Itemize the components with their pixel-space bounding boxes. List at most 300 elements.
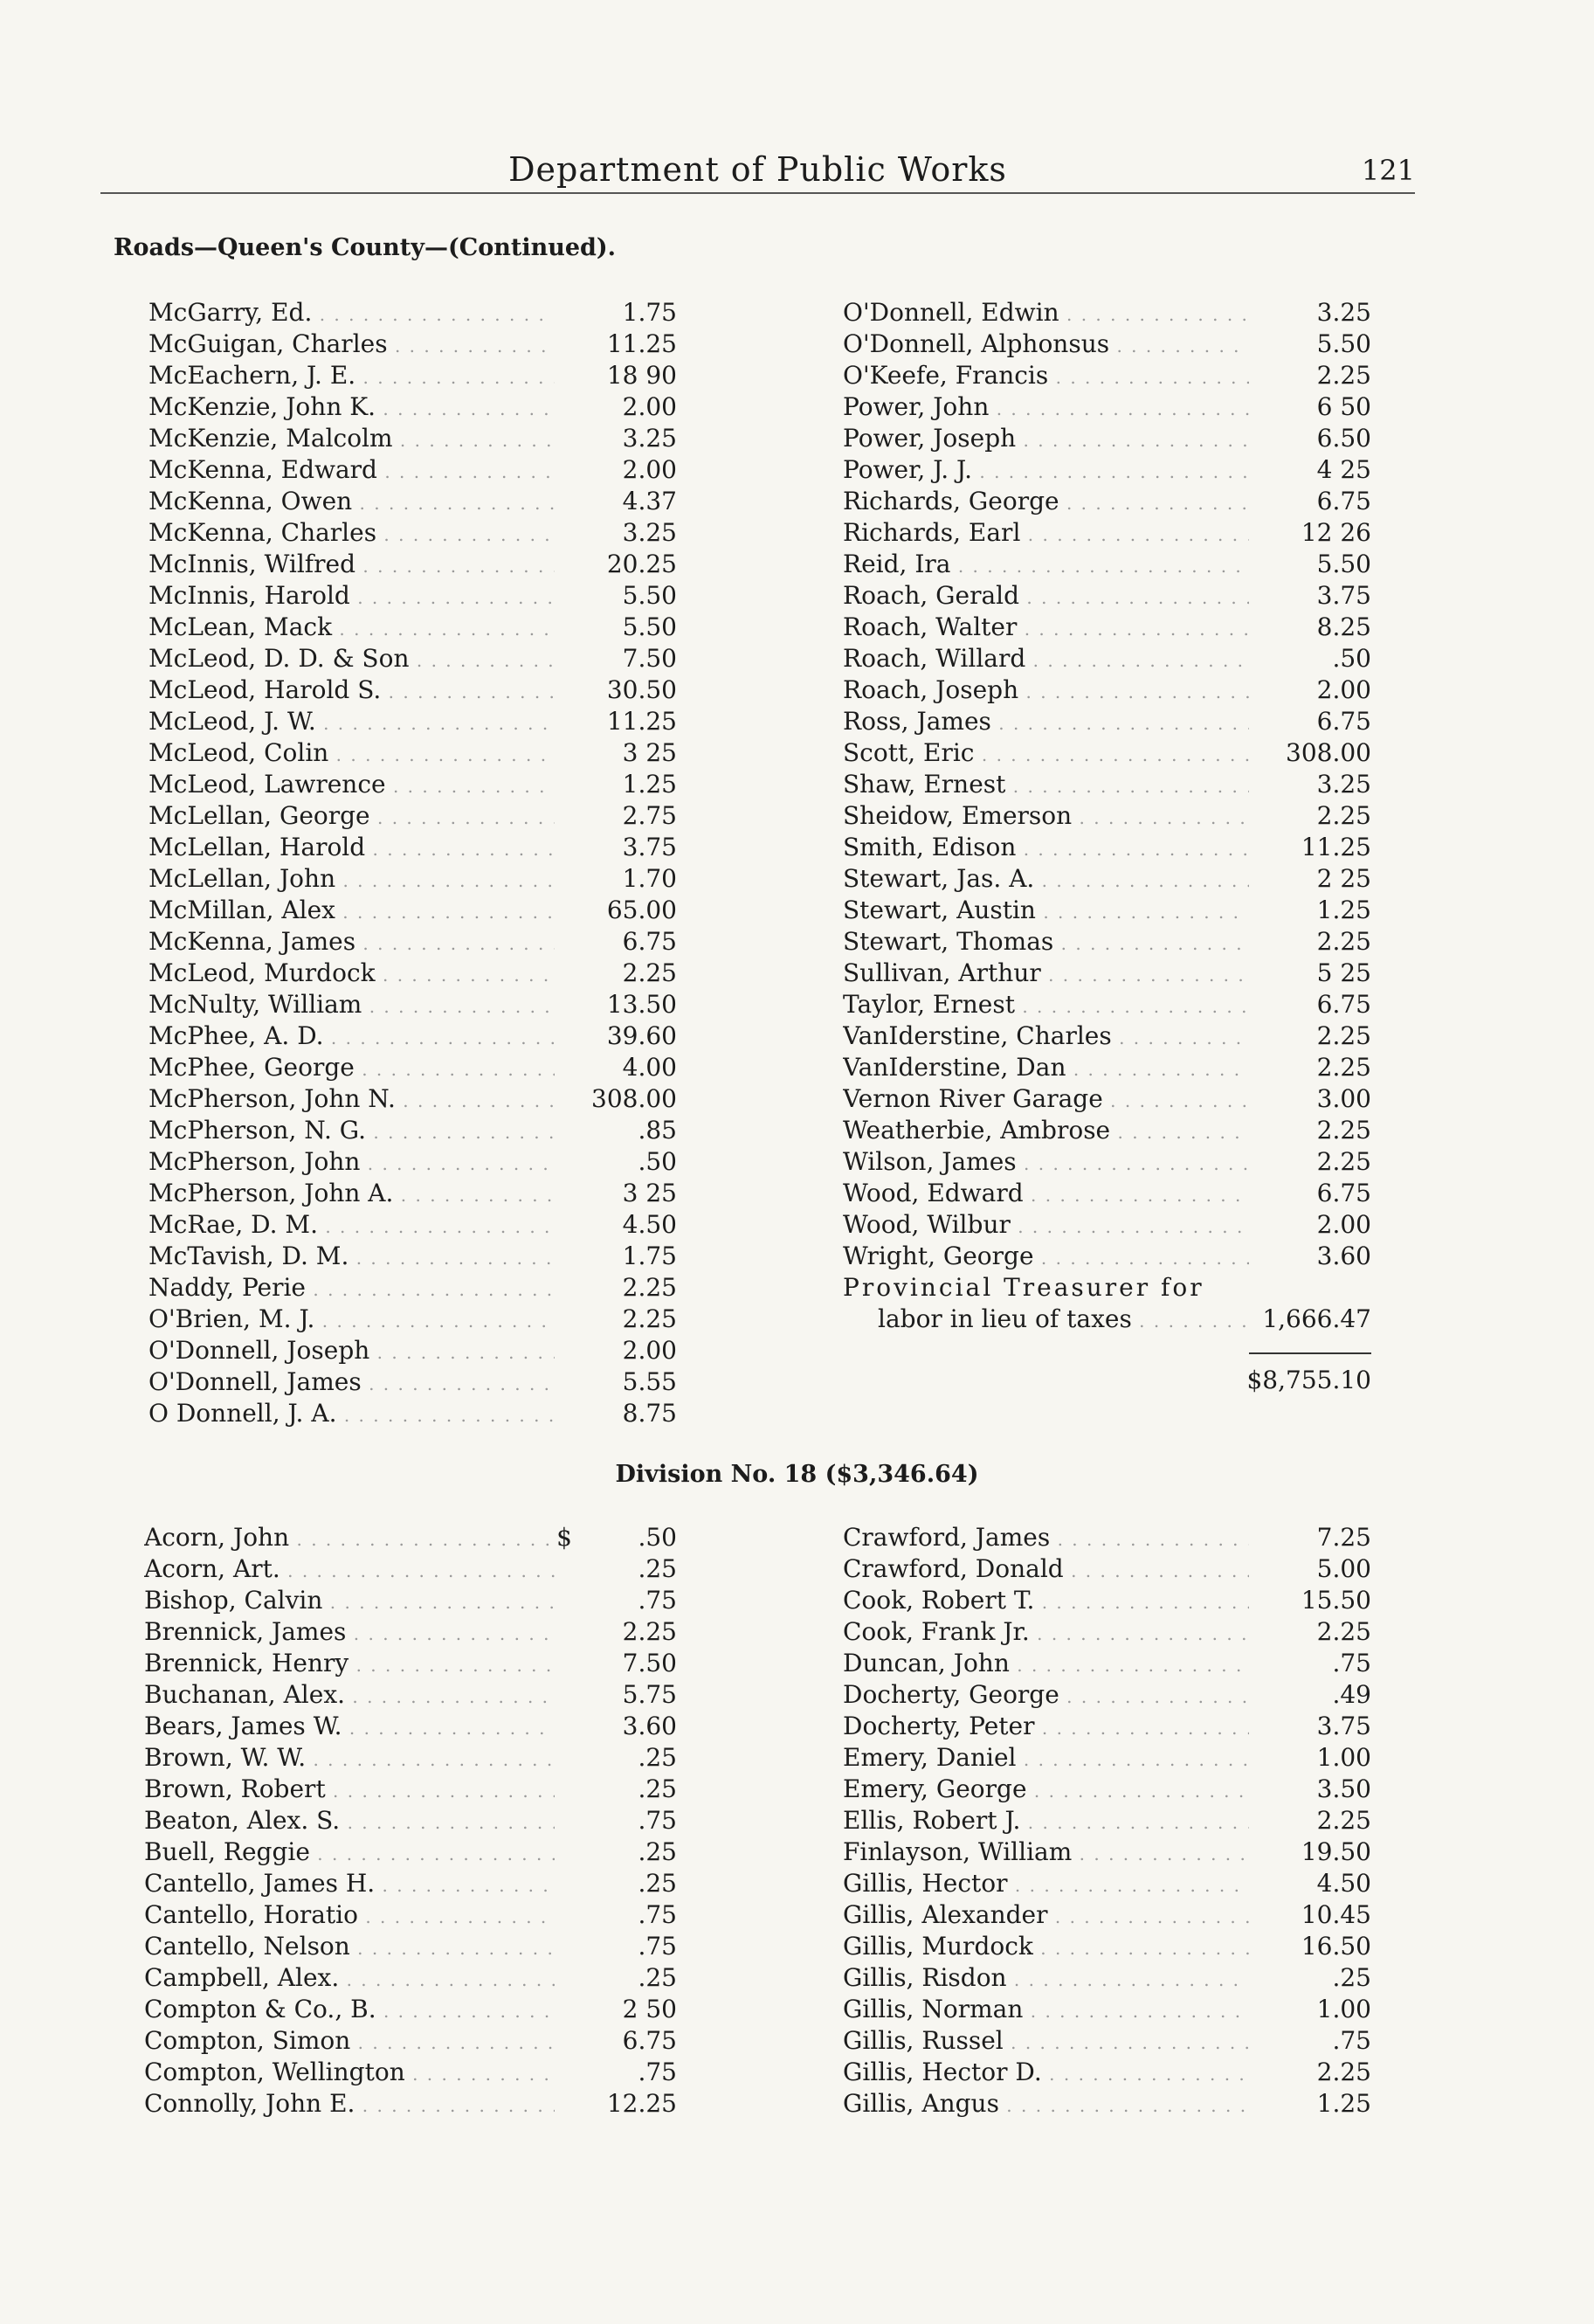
entry-amount: 6.75 — [1316, 990, 1371, 1019]
entry-amount: 5 25 — [1316, 958, 1371, 987]
entry-amount: 3.25 — [622, 424, 677, 453]
entry-name: Cantello, Horatio . . . — [144, 1899, 555, 1933]
entry-name: McLean, Mack . . . — [148, 612, 555, 645]
list-item — [148, 1272, 677, 1304]
page-number: 121 — [1361, 154, 1415, 187]
entry-amount: 2.25 — [1316, 1116, 1371, 1145]
list-item — [148, 737, 677, 769]
entry-amount: 2.25 — [1316, 1021, 1371, 1050]
list-item — [144, 1711, 677, 1742]
entry-amount: 5.50 — [1316, 550, 1371, 578]
list-item — [843, 1836, 1371, 1868]
entry-name: McKenzie, John K. . . . — [148, 391, 555, 425]
entry-amount: 6.50 — [1316, 424, 1371, 453]
list-item — [148, 1083, 677, 1115]
treasurer-entry — [843, 1272, 1371, 1335]
entry-amount: 7.50 — [622, 644, 677, 673]
entry-amount: 308.00 — [1286, 738, 1371, 767]
entry-name: Roach, Joseph . . . — [843, 674, 1249, 708]
list-item — [148, 391, 677, 423]
entry-amount: .25 — [638, 1869, 677, 1898]
entry-name: Cantello, Nelson . . . — [144, 1931, 555, 1964]
entry-name: Docherty, George . . . — [843, 1679, 1249, 1712]
entry-amount: 2 25 — [1316, 864, 1371, 893]
list-item — [148, 989, 677, 1020]
entry-amount: 6.75 — [1316, 707, 1371, 736]
entry-name: Brennick, Henry . . . — [144, 1648, 555, 1681]
entry-name: McPhee, A. D. . . . — [148, 1020, 555, 1054]
entry-name: Compton, Wellington . . . — [144, 2057, 555, 2090]
entry-name: McEachern, J. E. . . . — [148, 360, 555, 393]
entry-amount: 19.50 — [1301, 1837, 1371, 1866]
list-item — [144, 1616, 677, 1648]
entry-amount: 3.50 — [1316, 1774, 1371, 1803]
entry-amount: 5.50 — [622, 612, 677, 641]
entry-amount: .75 — [638, 1900, 677, 1929]
entry-amount: 7.50 — [622, 1649, 677, 1677]
list-item — [144, 1553, 677, 1585]
entry-name: McLeod, Harold S. . . . — [148, 674, 555, 708]
entry-name: McPhee, George . . . — [148, 1052, 555, 1085]
entry-name: McInnis, Harold . . . — [148, 580, 555, 613]
list-item — [843, 612, 1371, 643]
entry-name: McLellan, George . . . — [148, 800, 555, 833]
entry-name: McKenzie, Malcolm . . . — [148, 423, 555, 456]
entry-amount: 10.45 — [1301, 1900, 1371, 1929]
list-item — [148, 643, 677, 674]
entry-amount: 6.75 — [622, 2026, 677, 2055]
entry-name: Gillis, Risdon . . . — [843, 1962, 1249, 1995]
entry-name: Taylor, Ernest . . . — [843, 989, 1249, 1022]
entry-amount: 12 26 — [1301, 518, 1371, 547]
entry-name: O'Donnell, Joseph . . . — [148, 1335, 555, 1368]
list-item — [144, 1679, 677, 1711]
list-item — [843, 706, 1371, 737]
entry-name: Naddy, Perie . . . — [148, 1272, 555, 1305]
list-item — [843, 1868, 1371, 1899]
list-item — [148, 926, 677, 958]
entry-name: Duncan, John . . . — [843, 1648, 1249, 1681]
list-item — [843, 1553, 1371, 1585]
list-item — [148, 674, 677, 706]
list-item — [843, 1115, 1371, 1146]
list-item — [148, 1020, 677, 1052]
list-item — [148, 1209, 677, 1241]
entry-amount: 1.00 — [1316, 1743, 1371, 1772]
list-item — [843, 989, 1371, 1020]
entry-amount: 3 25 — [622, 738, 677, 767]
list-item — [148, 423, 677, 454]
treasurer-amount: 1,666.47 — [1262, 1304, 1371, 1333]
list-item — [843, 1679, 1371, 1711]
list-item — [843, 2025, 1371, 2057]
division-title: Division No. 18 ($3,346.64) — [615, 1461, 979, 1488]
list-item — [148, 329, 677, 360]
list-item — [148, 769, 677, 800]
entry-name: McLeod, J. W. . . . — [148, 706, 555, 739]
section-title: Roads—Queen's County—(Continued). — [114, 234, 617, 261]
list-item — [148, 486, 677, 517]
entry-amount: 20.25 — [606, 550, 677, 578]
list-item — [144, 1805, 677, 1836]
list-item — [148, 895, 677, 926]
roads-total: $8,755.10 — [1246, 1366, 1371, 1394]
entry-amount: 2.25 — [1316, 801, 1371, 830]
entry-amount: 30.50 — [606, 675, 677, 704]
entry-name: McRae, D. M. . . . — [148, 1209, 555, 1242]
total-rule — [1249, 1352, 1371, 1354]
entry-name: O'Donnell, Edwin . . . — [843, 297, 1249, 330]
entry-amount: 2.25 — [1316, 1053, 1371, 1082]
entry-name: VanIderstine, Charles . . . — [843, 1020, 1249, 1054]
list-item — [144, 1522, 677, 1553]
entry-name: Roach, Gerald . . . — [843, 580, 1249, 613]
entry-amount: .75 — [638, 1586, 677, 1615]
entry-amount: 3.00 — [1316, 1084, 1371, 1113]
list-item — [843, 454, 1371, 486]
entry-amount: 18 90 — [606, 361, 677, 390]
entry-name: Connolly, John E. . . . — [144, 2088, 555, 2121]
entry-name: Campbell, Alex. . . . — [144, 1962, 555, 1995]
list-item — [144, 2057, 677, 2088]
list-item — [843, 549, 1371, 580]
entry-name: McNulty, William . . . — [148, 989, 555, 1022]
entry-name: O'Keefe, Francis . . . — [843, 360, 1249, 393]
dollar-sign: $ — [556, 1523, 572, 1552]
list-item — [843, 737, 1371, 769]
entry-amount: .50 — [1332, 644, 1371, 673]
entry-name: Gillis, Hector D. . . . — [843, 2057, 1249, 2090]
entry-name: Roach, Willard . . . — [843, 643, 1249, 676]
list-item — [843, 580, 1371, 612]
entry-amount: .85 — [638, 1116, 677, 1145]
entry-amount: 6.75 — [1316, 1179, 1371, 1207]
entry-name: McTavish, D. M. . . . — [148, 1241, 555, 1274]
list-item — [843, 863, 1371, 895]
list-item — [148, 1115, 677, 1146]
entry-amount: 2.00 — [622, 455, 677, 484]
entry-amount: .25 — [638, 1743, 677, 1772]
entry-name: Finlayson, William . . . — [843, 1836, 1249, 1870]
list-item — [843, 1899, 1371, 1931]
entry-name: Cook, Frank Jr. . . . — [843, 1616, 1249, 1650]
entry-amount: 2.25 — [1316, 1806, 1371, 1835]
entry-amount: 12.25 — [606, 2089, 677, 2118]
entry-name: Buchanan, Alex. . . . — [144, 1679, 555, 1712]
entry-name: Smith, Edison . . . — [843, 832, 1249, 865]
list-item — [843, 1805, 1371, 1836]
entry-name: McLeod, Murdock . . . — [148, 958, 555, 991]
entry-amount: 2.25 — [622, 958, 677, 987]
entry-amount: 1.25 — [1316, 896, 1371, 924]
entry-name: McPherson, John . . . — [148, 1146, 555, 1179]
list-item — [843, 1209, 1371, 1241]
entry-name: Richards, George . . . — [843, 486, 1249, 519]
entry-amount: .75 — [638, 2058, 677, 2086]
entry-name: McPherson, N. G. . . . — [148, 1115, 555, 1148]
entry-amount: 3.25 — [622, 518, 677, 547]
page-header — [100, 149, 1415, 194]
list-item — [144, 1962, 677, 1994]
entry-name: Cook, Robert T. . . . — [843, 1585, 1249, 1618]
entry-name: Docherty, Peter . . . — [843, 1711, 1249, 1744]
list-item — [144, 1648, 677, 1679]
list-item — [843, 643, 1371, 674]
entry-amount: 308.00 — [591, 1084, 677, 1113]
entry-amount: .25 — [638, 1963, 677, 1992]
entry-amount: 3.75 — [1316, 581, 1371, 610]
list-item — [843, 329, 1371, 360]
entry-name: Gillis, Russel . . . — [843, 2025, 1249, 2058]
entry-amount: 2.25 — [1316, 1617, 1371, 1646]
list-item — [843, 423, 1371, 454]
entry-name: Gillis, Alexander . . . — [843, 1899, 1249, 1933]
entry-name: McKenna, Owen . . . — [148, 486, 555, 519]
entry-amount: 2.25 — [622, 1617, 677, 1646]
list-item — [144, 1868, 677, 1899]
entry-name: Crawford, Donald . . . — [843, 1553, 1249, 1587]
list-item — [148, 1304, 677, 1335]
list-item — [148, 454, 677, 486]
entry-amount: .75 — [1332, 1649, 1371, 1677]
list-item — [843, 517, 1371, 549]
list-item — [144, 1899, 677, 1931]
list-item — [843, 800, 1371, 832]
list-item — [144, 2088, 677, 2120]
entry-amount: 2.25 — [1316, 1147, 1371, 1176]
entry-name: Compton, Simon . . . — [144, 2025, 555, 2058]
entry-amount: .25 — [1332, 1963, 1371, 1992]
page-title: Department of Public Works — [508, 150, 1007, 189]
list-item — [843, 1616, 1371, 1648]
entry-amount: 2.00 — [622, 1336, 677, 1365]
entry-name: Brennick, James . . . — [144, 1616, 555, 1650]
list-item — [843, 769, 1371, 800]
entry-name: Power, J. J. . . . — [843, 454, 1249, 488]
entry-amount: .49 — [1332, 1680, 1371, 1709]
list-item — [144, 1774, 677, 1805]
entry-amount: 11.25 — [606, 707, 677, 736]
entry-amount: 2.25 — [622, 1304, 677, 1333]
list-item — [148, 1398, 677, 1429]
entry-amount: .25 — [638, 1837, 677, 1866]
entry-amount: 8.75 — [622, 1399, 677, 1428]
entry-amount: .50 — [638, 1523, 677, 1552]
entry-amount: 4 25 — [1316, 455, 1371, 484]
list-item — [843, 486, 1371, 517]
entry-name: Stewart, Thomas . . . — [843, 926, 1249, 959]
entry-name: McLellan, John . . . — [148, 863, 555, 896]
list-item — [843, 1585, 1371, 1616]
list-item — [843, 2088, 1371, 2120]
entry-name: McPherson, John A. . . . — [148, 1178, 555, 1211]
entry-name: McLellan, Harold . . . — [148, 832, 555, 865]
list-item — [148, 549, 677, 580]
entry-name: Emery, George . . . — [843, 1774, 1249, 1807]
entry-name: Gillis, Murdock . . . — [843, 1931, 1249, 1964]
entry-amount: 6.75 — [622, 927, 677, 956]
entry-amount: 3.25 — [1316, 770, 1371, 799]
entry-amount: 5.50 — [1316, 329, 1371, 358]
entry-amount: 4.00 — [622, 1053, 677, 1082]
entry-amount: 4.50 — [1316, 1869, 1371, 1898]
entry-amount: 2 50 — [622, 1995, 677, 2023]
entry-name: Stewart, Austin . . . — [843, 895, 1249, 928]
entry-name: Reid, Ira . . . — [843, 549, 1249, 582]
entry-amount: 4.50 — [622, 1210, 677, 1239]
entry-amount: 3.60 — [1316, 1242, 1371, 1270]
entry-amount: 1.25 — [622, 770, 677, 799]
list-item — [148, 1052, 677, 1083]
entry-name: Buell, Reggie . . . — [144, 1836, 555, 1870]
list-item — [148, 612, 677, 643]
list-item — [843, 1931, 1371, 1962]
entry-name: O'Brien, M. J. . . . — [148, 1304, 555, 1337]
list-item — [148, 1146, 677, 1178]
entry-name: McLeod, D. D. & Son . . . — [148, 643, 555, 676]
list-item — [843, 1522, 1371, 1553]
entry-name: Wood, Edward . . . — [843, 1178, 1249, 1211]
entry-amount: 1.75 — [622, 298, 677, 327]
entry-name: Gillis, Norman . . . — [843, 1994, 1249, 2027]
entry-amount: 2.25 — [1316, 927, 1371, 956]
entry-name: Wood, Wilbur . . . — [843, 1209, 1249, 1242]
list-item — [843, 360, 1371, 391]
entry-name: McMillan, Alex . . . — [148, 895, 555, 928]
entry-amount: 3.25 — [1316, 298, 1371, 327]
entry-name: Vernon River Garage . . . — [843, 1083, 1249, 1117]
list-item — [843, 1648, 1371, 1679]
list-item — [144, 1994, 677, 2025]
list-item — [843, 1994, 1371, 2025]
entry-amount: 16.50 — [1301, 1932, 1371, 1961]
entry-name: Acorn, Art. . . . — [144, 1553, 555, 1587]
entry-amount: 1.00 — [1316, 1995, 1371, 2023]
list-item — [144, 1585, 677, 1616]
entry-amount: 2.25 — [1316, 361, 1371, 390]
list-item — [148, 517, 677, 549]
entry-name: Sheidow, Emerson . . . — [843, 800, 1249, 833]
list-item — [843, 1711, 1371, 1742]
entry-name: Crawford, James . . . — [843, 1522, 1249, 1555]
entry-amount: .50 — [638, 1147, 677, 1176]
list-item — [148, 1335, 677, 1366]
entry-amount: 6 50 — [1316, 392, 1371, 421]
division-left-column — [144, 1522, 677, 2120]
entry-name: McPherson, John N. . . . — [148, 1083, 555, 1117]
entry-amount: 1.75 — [622, 1242, 677, 1270]
list-item — [843, 1083, 1371, 1115]
list-item — [144, 2025, 677, 2057]
entry-amount: 15.50 — [1301, 1586, 1371, 1615]
entry-amount: 1.25 — [1316, 2089, 1371, 2118]
entry-name: Scott, Eric . . . — [843, 737, 1249, 771]
list-item — [843, 1178, 1371, 1209]
entry-name: Brown, W. W. . . . — [144, 1742, 555, 1775]
list-item — [843, 297, 1371, 329]
roads-left-column — [148, 297, 677, 1429]
list-item — [843, 832, 1371, 863]
list-item — [843, 391, 1371, 423]
entry-name: Compton & Co., B. . . . — [144, 1994, 555, 2027]
entry-name: Beaton, Alex. S. . . . — [144, 1805, 555, 1838]
list-item — [843, 895, 1371, 926]
entry-amount: 6.75 — [1316, 487, 1371, 515]
list-item — [144, 1742, 677, 1774]
entry-name: Richards, Earl . . . — [843, 517, 1249, 550]
entry-amount: 11.25 — [606, 329, 677, 358]
entry-amount: 5.55 — [622, 1367, 677, 1396]
entry-name: O'Donnell, Alphonsus . . . — [843, 329, 1249, 362]
entry-name: Wilson, James . . . — [843, 1146, 1249, 1179]
list-item — [144, 1836, 677, 1868]
entry-name: Ross, James . . . — [843, 706, 1249, 739]
entry-name: Roach, Walter . . . — [843, 612, 1249, 645]
entry-amount: .25 — [638, 1774, 677, 1803]
entry-amount: 8.25 — [1316, 612, 1371, 641]
list-item — [148, 580, 677, 612]
list-item — [148, 958, 677, 989]
treasurer-line-2: labor in lieu of taxes . . . 1,666.47 — [843, 1304, 1371, 1335]
entry-name: McInnis, Wilfred . . . — [148, 549, 555, 582]
entry-name: O'Donnell, James . . . — [148, 1366, 555, 1400]
entry-name: Emery, Daniel . . . — [843, 1742, 1249, 1775]
entry-amount: 2.75 — [622, 801, 677, 830]
list-item — [843, 958, 1371, 989]
entry-amount: 3.75 — [1316, 1712, 1371, 1740]
entry-name: Stewart, Jas. A. . . . — [843, 863, 1249, 896]
list-item — [843, 1146, 1371, 1178]
entry-amount: 4.37 — [622, 487, 677, 515]
entry-name: Acorn, John . . . — [144, 1522, 555, 1555]
list-item — [843, 1052, 1371, 1083]
entry-amount: .25 — [638, 1554, 677, 1583]
entry-name: Gillis, Angus . . . — [843, 2088, 1249, 2121]
entry-name: McGarry, Ed. . . . — [148, 297, 555, 330]
list-item — [148, 800, 677, 832]
list-item — [148, 1241, 677, 1272]
entry-name: Bears, James W. . . . — [144, 1711, 555, 1744]
entry-amount: 39.60 — [606, 1021, 677, 1050]
entry-amount: 1.70 — [622, 864, 677, 893]
entry-name: McKenna, James . . . — [148, 926, 555, 959]
entry-name: Ellis, Robert J. . . . — [843, 1805, 1249, 1838]
entry-name: McLeod, Lawrence . . . — [148, 769, 555, 802]
list-item — [148, 863, 677, 895]
entry-amount: 2.00 — [622, 392, 677, 421]
list-item — [843, 674, 1371, 706]
entry-name: Gillis, Hector . . . — [843, 1868, 1249, 1901]
list-item — [148, 297, 677, 329]
list-item — [148, 1366, 677, 1398]
entry-amount: 11.25 — [1301, 833, 1371, 861]
entry-name: Power, Joseph . . . — [843, 423, 1249, 456]
list-item — [843, 1962, 1371, 1994]
entry-name: McGuigan, Charles . . . — [148, 329, 555, 362]
list-item — [148, 832, 677, 863]
roads-right-column — [843, 297, 1371, 1272]
entry-amount: .75 — [1332, 2026, 1371, 2055]
entry-name: Weatherbie, Ambrose . . . — [843, 1115, 1249, 1148]
entry-name: Brown, Robert . . . — [144, 1774, 555, 1807]
list-item — [843, 1020, 1371, 1052]
entry-amount: 5.75 — [622, 1680, 677, 1709]
division-right-column — [843, 1522, 1371, 2120]
entry-amount: 3.75 — [622, 833, 677, 861]
entry-name: McLeod, Colin . . . — [148, 737, 555, 771]
entry-name: VanIderstine, Dan . . . — [843, 1052, 1249, 1085]
list-item — [843, 1742, 1371, 1774]
